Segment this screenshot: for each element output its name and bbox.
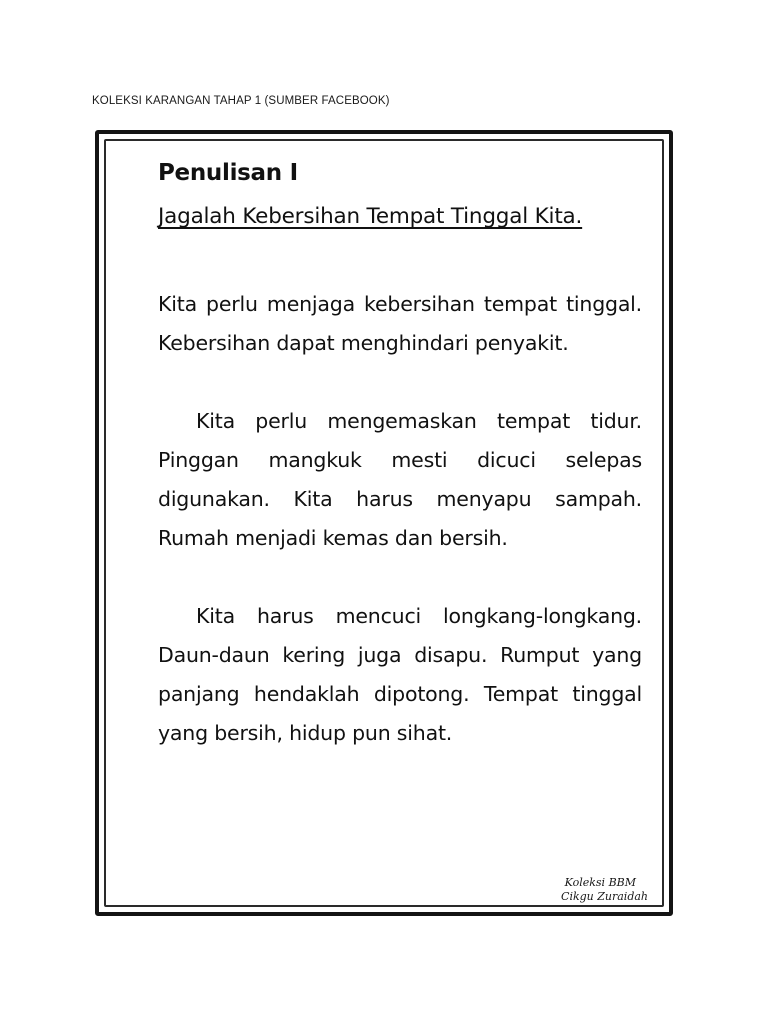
essay-title: Jagalah Kebersihan Tempat Tinggal Kita. [158, 204, 583, 229]
signature-logo [562, 876, 648, 906]
paragraph-3: Kita harus mencuci longkang-longkang. Daun-daun kering juga disapu. Rumput yang panjang hendaklah dipotong. Tempat tinggal yang bersih, hidup pun sihat. [158, 604, 642, 745]
signature-line-2: Cikgu Zuraidah [561, 890, 648, 903]
document-header: KOLEKSI KARANGAN TAHAP 1 (SUMBER FACEBOOK) [92, 95, 390, 107]
paragraph-2: Kita perlu mengemaskan tempat tidur. Pinggan mangkuk mesti dicuci selepas digunakan. Kita harus menyapu sampah. Rumah menjadi kemas dan bersih. [158, 409, 642, 550]
paragraph-1: Kita perlu menjaga kebersihan tempat tinggal. Kebersihan dapat menghindari penyakit. [158, 292, 642, 355]
essay-heading: Penulisan I [158, 160, 298, 186]
signature-line-1: Koleksi BBM [564, 876, 636, 889]
essay-content [158, 160, 642, 792]
